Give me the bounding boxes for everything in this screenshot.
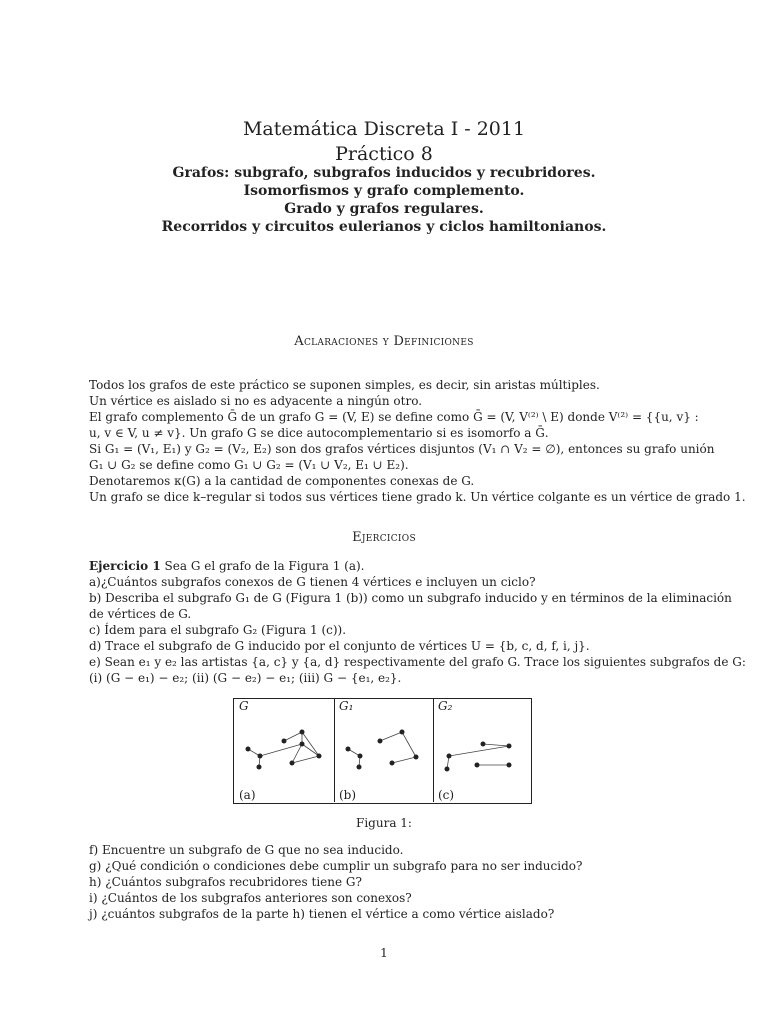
definition-line: El grafo complemento Ḡ de un grafo G = (V, E) se define como Ḡ = (V, V⁽²⁾ \ E) donde V⁽²⁾ = {{u, v} :: [89, 410, 699, 424]
section-heading-ejercicios: Ejercicios: [352, 530, 416, 545]
figure-1: [233, 698, 532, 804]
graph-vertex: [358, 754, 363, 759]
graph-vertex: [390, 761, 395, 766]
graph-vertex: [300, 730, 305, 735]
definition-line: Un grafo se dice k–regular si todos sus vértices tiene grado k. Un vértice colgante es un vértice de grado 1.: [89, 490, 746, 504]
graph-g2-drawing: [433, 699, 530, 802]
graph-vertex: [282, 739, 287, 744]
figure-panel-c: [433, 699, 530, 802]
graph-edge: [483, 744, 509, 746]
panel-label: G: [239, 699, 249, 713]
exercise-1-label: Ejercicio 1: [89, 559, 161, 573]
graph-edge: [402, 732, 416, 757]
exercise-part: i) ¿Cuántos de los subgrafos anteriores son conexos?: [89, 891, 412, 905]
graph-vertex: [447, 754, 452, 759]
definition-line: Si G₁ = (V₁, E₁) y G₂ = (V₂, E₂) son dos grafos vértices disjuntos (V₁ ∩ V₂ = ∅), entonces su grafo unión: [89, 442, 715, 456]
graph-edge: [292, 744, 302, 763]
graph-edge: [302, 744, 319, 756]
graph-vertex: [378, 739, 383, 744]
page-number: 1: [380, 946, 388, 960]
exercise-part: b) Describa el subgrafo G₁ de G (Figura 1 (b)) como un subgrafo inducido y en términos de la eliminación: [89, 591, 732, 605]
subtitle-line: Grado y grafos regulares.: [284, 201, 484, 217]
panel-tag: (a): [239, 788, 256, 802]
graph-vertex: [475, 763, 480, 768]
graph-edge: [392, 757, 416, 763]
graph-vertex: [246, 747, 251, 752]
exercise-1-text: Sea G el grafo de la Figura 1 (a).: [160, 559, 365, 573]
figure-panel-b: [334, 699, 434, 802]
graph-vertex: [481, 742, 486, 747]
subtitle-line: Recorridos y circuitos eulerianos y ciclos hamiltonianos.: [161, 219, 607, 235]
graph-g1-drawing: [334, 699, 433, 802]
graph-vertex: [257, 765, 262, 770]
exercise-1-intro: [89, 559, 365, 573]
graph-vertex: [300, 742, 305, 747]
definition-line: Todos los grafos de este práctico se suponen simples, es decir, sin aristas múltiples.: [89, 378, 600, 392]
graph-vertex: [346, 747, 351, 752]
subtitle-line: Isomorfismos y grafo complemento.: [243, 183, 525, 199]
exercise-part: (i) (G − e₁) − e₂; (ii) (G − e₂) − e₁; (iii) G − {e₁, e₂}.: [89, 671, 402, 685]
figure-panel-a: [234, 699, 335, 802]
graph-vertex: [400, 730, 405, 735]
exercise-part: a)¿Cuántos subgrafos conexos de G tienen 4 vértices e incluyen un ciclo?: [89, 575, 536, 589]
graph-edge: [292, 756, 319, 763]
graph-vertex: [290, 761, 295, 766]
graph-edge: [380, 732, 402, 741]
graph-edge: [302, 732, 319, 756]
graph-vertex: [258, 754, 263, 759]
graph-vertex: [414, 755, 419, 760]
subtitle-line: Grafos: subgrafo, subgrafos inducidos y recubridores.: [172, 165, 596, 181]
panel-label: G₂: [438, 699, 453, 713]
panel-label: G₁: [339, 699, 354, 713]
graph-edge: [449, 746, 509, 756]
exercise-part: d) Trace el subgrafo de G inducido por el conjunto de vértices U = {b, c, d, f, i, j}.: [89, 639, 590, 653]
graph-vertex: [507, 744, 512, 749]
section-heading-aclaraciones: Aclaraciones y Definiciones: [294, 334, 474, 349]
graph-edge: [284, 732, 302, 741]
exercise-part: h) ¿Cuántos subgrafos recubridores tiene G?: [89, 875, 362, 889]
figure-caption: Figura 1:: [356, 816, 412, 830]
definition-line: Un vértice es aislado si no es adyacente a ningún otro.: [89, 394, 423, 408]
exercise-part: g) ¿Qué condición o condiciones debe cumplir un subgrafo para no ser inducido?: [89, 859, 583, 873]
definition-line: G₁ ∪ G₂ se define como G₁ ∪ G₂ = (V₁ ∪ V₂, E₁ ∪ E₂).: [89, 458, 409, 472]
exercise-part: c) Ídem para el subgrafo G₂ (Figura 1 (c)).: [89, 623, 347, 637]
panel-tag: (c): [438, 788, 455, 802]
document-title: Matemática Discreta I - 2011: [242, 118, 526, 140]
exercise-part: e) Sean e₁ y e₂ las artistas {a, c} y {a, d} respectivamente del grafo G. Trace los siguientes subgrafos de G:: [89, 655, 746, 669]
definition-line: u, v ∈ V, u ≠ v}. Un grafo G se dice autocomplementario si es isomorfo a Ḡ.: [89, 426, 549, 440]
exercise-part: de vértices de G.: [89, 607, 192, 621]
definition-line: Denotaremos κ(G) a la cantidad de componentes conexas de G.: [89, 474, 475, 488]
exercise-part: f) Encuentre un subgrafo de G que no sea inducido.: [89, 843, 404, 857]
practico-title: Práctico 8: [335, 143, 433, 165]
exercise-part: j) ¿cuántos subgrafos de la parte h) tienen el vértice a como vértice aislado?: [89, 907, 555, 921]
graph-vertex: [507, 763, 512, 768]
graph-g-drawing: [234, 699, 334, 802]
graph-vertex: [445, 767, 450, 772]
graph-edge: [260, 744, 302, 756]
graph-vertex: [317, 754, 322, 759]
panel-tag: (b): [339, 788, 357, 802]
graph-vertex: [357, 765, 362, 770]
